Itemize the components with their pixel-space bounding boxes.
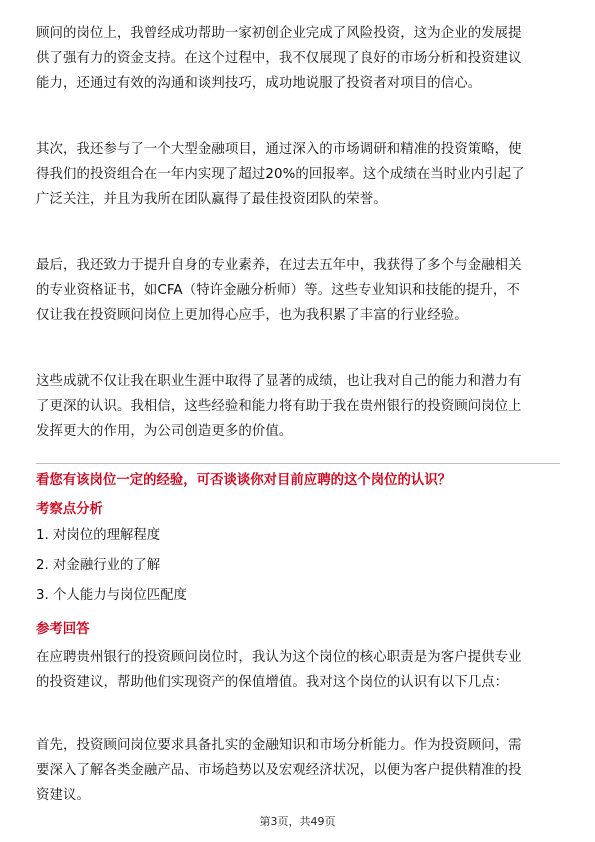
paragraph-line: 要深入了解各类金融产品、市场趋势以及宏观经济状况，以便为客户提供精准的投 [36,763,522,778]
paragraph-line: 能力，还通过有效的沟通和谈判技巧，成功地说服了投资者对项目的信心。 [36,76,482,91]
analysis-item: 3. 个人能力与岗位匹配度 [36,588,187,603]
paragraph-line: 其次，我还参与了一个大型金融项目，通过深入的市场调研和精准的投资策略，使 [36,142,522,157]
paragraph-line: 的投资建议，帮助他们实现资产的保值增值。我对这个岗位的认识有以下几点： [36,675,509,690]
analysis-item: 2. 对金融行业的了解 [36,558,161,573]
paragraph-line: 这些成就不仅让我在职业生涯中取得了显著的成绩，也让我对自己的能力和潜力有 [36,374,522,389]
analysis-item: 1. 对岗位的理解程度 [36,528,161,543]
second-paragraph [36,137,560,212]
analysis-title: 考察点分析 [36,502,103,517]
intro-paragraph [36,21,560,96]
paragraph-line: 的专业资格证书，如CFA（特许金融分析师）等。这些专业知识和技能的提升，不 [36,283,520,298]
paragraph-line: 在应聘贵州银行的投资顾问岗位时，我认为这个岗位的核心职责是为客户提供专业 [36,650,522,665]
paragraph-line: 最后，我还致力于提升自身的专业素养，在过去五年中，我获得了多个与金融相关 [36,258,522,273]
paragraph-line: 了更深的认识。我相信，这些经验和能力将有助于我在贵州银行的投资顾问岗位上 [36,399,522,414]
page-number-footer: 第3页，共49页 [259,815,336,828]
reference-paragraph [36,733,560,808]
paragraph-line: 顾问的岗位上，我曾经成功帮助一家初创企业完成了风险投资，这为企业的发展提 [36,26,522,41]
section-divider [36,463,560,464]
paragraph-line: 广泛关注，并且为我所在团队赢得了最佳投资团队的荣誉。 [36,192,387,207]
reference-title: 参考回答 [36,622,90,637]
paragraph-line: 首先，投资顾问岗位要求具备扎实的金融知识和市场分析能力。作为投资顾问，需 [36,738,522,753]
paragraph-line: 资建议。 [36,788,90,803]
interview-question: 看您有该岗位一定的经验，可否谈谈你对目前应聘的这个岗位的认识？ [36,473,452,488]
fourth-paragraph [36,369,560,444]
reference-paragraph [36,645,560,695]
paragraph-line: 发挥更大的作用，为公司创造更多的价值。 [36,424,293,439]
third-paragraph [36,253,560,328]
paragraph-line: 得我们的投资组合在一年内实现了超过20%的回报率。这个成绩在当时业内引起了 [36,167,525,182]
paragraph-line: 供了强有力的资金支持。在这个过程中，我不仅展现了良好的市场分析和投资建议 [36,51,522,66]
paragraph-line: 仅让我在投资顾问岗位上更加得心应手，也为我积累了丰富的行业经验。 [36,308,468,323]
